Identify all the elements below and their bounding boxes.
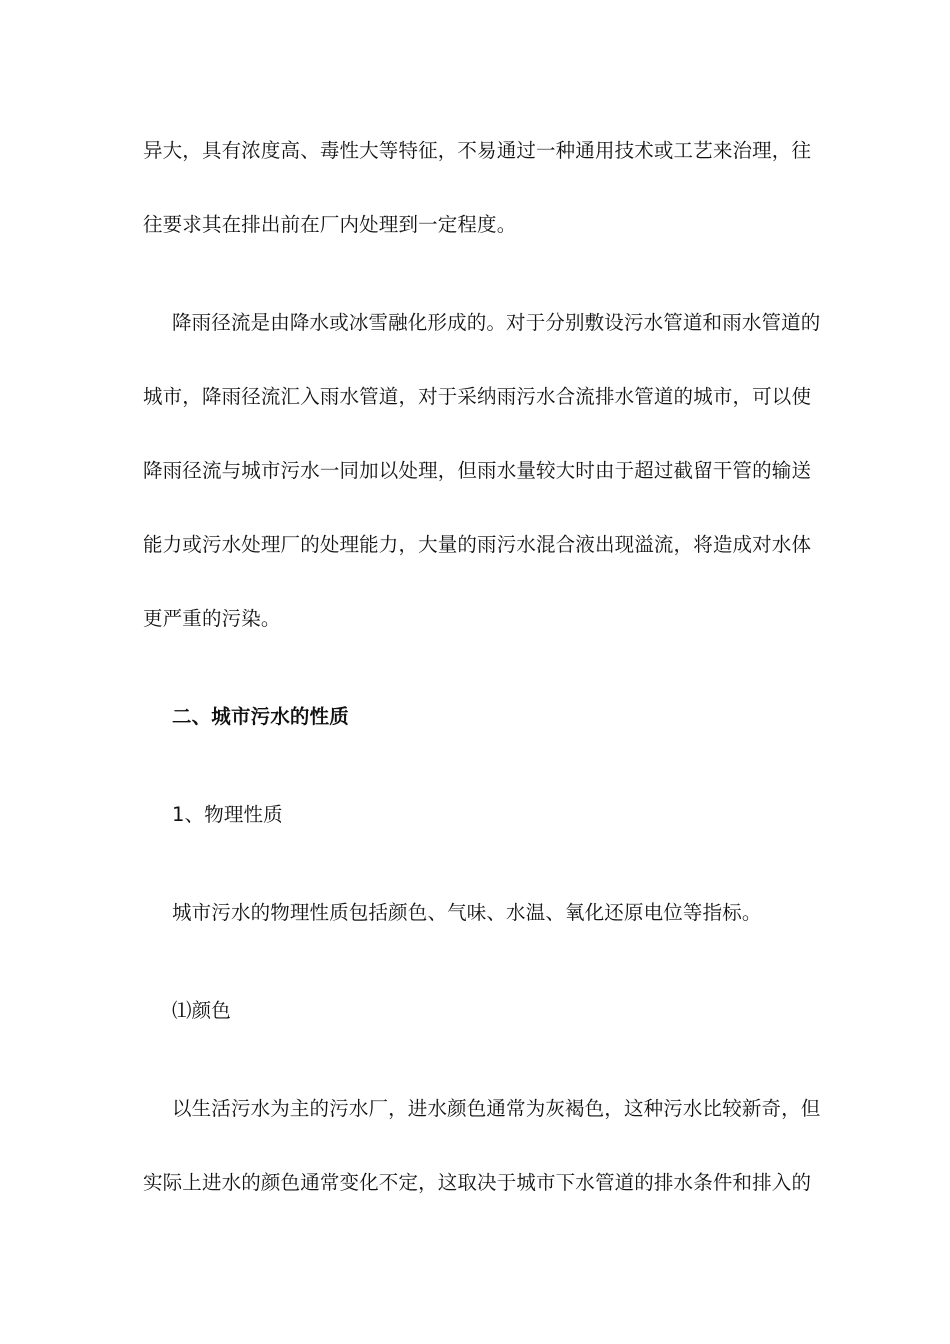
section-heading: 二、城市污水的性质	[172, 705, 349, 728]
paragraph-line: 实际上进水的颜色通常变化不定，这取决于城市下水管道的排水条件和排入的	[143, 1171, 812, 1194]
item-heading: ⑴颜色	[172, 999, 231, 1022]
paragraph-line: 城市，降雨径流汇入雨水管道，对于采纳雨污水合流排水管道的城市，可以使	[143, 385, 812, 408]
paragraph-line: 城市污水的物理性质包括颜色、气味、水温、氧化还原电位等指标。	[172, 901, 762, 924]
paragraph-line: 降雨径流与城市污水一同加以处理，但雨水量较大时由于超过截留干管的输送	[143, 459, 812, 482]
paragraph-line: 能力或污水处理厂的处理能力，大量的雨污水混合液出现溢流，将造成对水体	[143, 533, 812, 556]
paragraph-line: 往要求其在排出前在厂内处理到一定程度。	[143, 213, 517, 236]
paragraph-line: 降雨径流是由降水或冰雪融化形成的。对于分别敷设污水管道和雨水管道的	[172, 311, 821, 334]
paragraph-line: 以生活污水为主的污水厂，进水颜色通常为灰褐色，这种污水比较新奇，但	[172, 1097, 821, 1120]
subsection-heading: 1、物理性质	[172, 803, 283, 826]
paragraph-line: 更严重的污染。	[143, 607, 281, 630]
paragraph-line: 异大，具有浓度高、毒性大等特征，不易通过一种通用技术或工艺来治理，往	[143, 139, 812, 162]
